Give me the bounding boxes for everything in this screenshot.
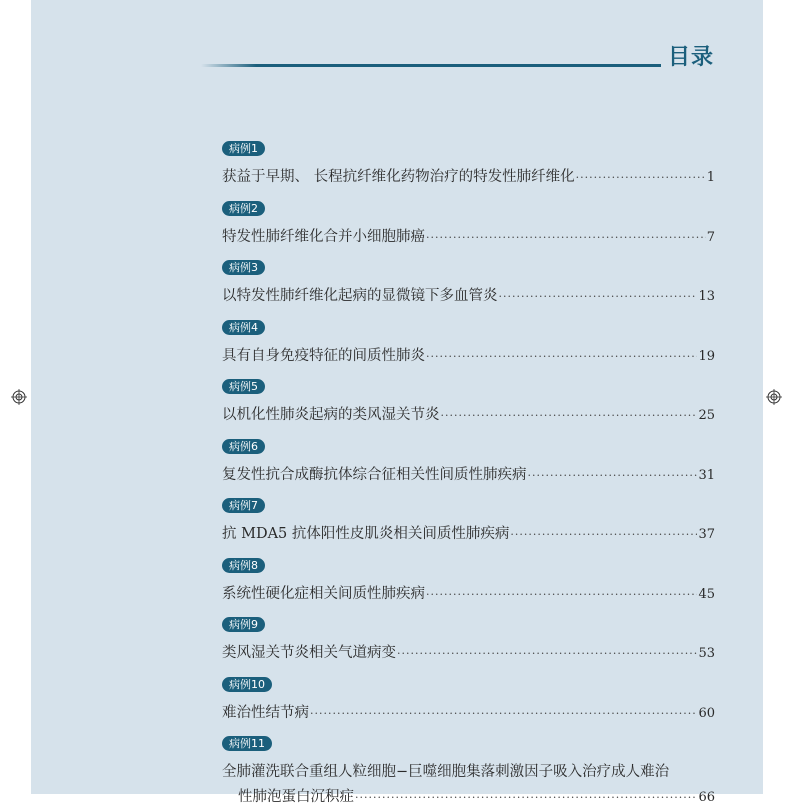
registration-mark-icon [11,389,27,405]
toc-entry-3[interactable] [222,256,715,316]
leader-dots [397,647,697,660]
toc-entry-1[interactable] [222,137,715,197]
entry-title: 复发性抗合成酶抗体综合征相关性间质性肺疾病 [222,466,527,483]
case-badge: 病例4 [222,320,265,335]
entry-title: 具有自身免疫特征的间质性肺炎 [222,347,425,364]
case-badge: 病例9 [222,617,265,632]
toc-line [222,641,715,662]
leader-dots [426,350,697,363]
entry-title-line1: 全肺灌洗联合重组人粒细胞−巨噬细胞集落刺激因子吸入治疗成人难治 [222,764,670,780]
leader-dots [426,231,706,244]
page-number: 7 [706,229,715,245]
header-rule [201,64,661,67]
toc-line [222,760,715,781]
entry-title: 以特发性肺纤维化起病的显微镜下多血管炎 [222,288,498,304]
leader-dots [528,469,698,482]
entry-title: 抗 MDA5 抗体阳性皮肌炎相关间质性肺疾病 [222,526,510,542]
page-number: 31 [698,467,715,483]
toc-entry-4[interactable] [222,316,715,376]
toc-line [222,582,715,603]
entry-title: 以机化性肺炎起病的类风湿关节炎 [222,407,440,423]
entry-title: 获益于早期、 长程抗纤维化药物治疗的特发性肺纤维化 [222,169,575,185]
page-number: 1 [706,170,715,185]
page-number: 60 [698,705,715,721]
leader-dots [441,409,698,422]
table-of-contents [222,137,715,805]
toc-entry-11[interactable] [222,732,715,805]
toc-entry-8[interactable] [222,554,715,614]
toc-line [222,463,715,484]
toc-entry-2[interactable] [222,197,715,257]
toc-entry-5[interactable] [222,375,715,435]
leader-dots [576,171,706,184]
page-number: 19 [698,348,715,364]
case-badge: 病例8 [222,558,265,573]
toc-line [222,522,715,543]
page-number: 37 [698,527,715,542]
book-page [31,0,763,805]
toc-line [222,225,715,246]
case-badge: 病例10 [222,677,272,692]
case-badge: 病例5 [222,379,265,394]
leader-dots [355,791,697,804]
case-badge: 病例1 [222,141,265,156]
toc-entry-10[interactable] [222,673,715,733]
toc-entry-7[interactable] [222,494,715,554]
leader-dots [310,707,697,720]
registration-mark-icon [766,389,782,405]
page-title: 目录 [668,45,715,70]
leader-dots [426,588,697,601]
toc-line [222,403,715,424]
case-badge: 病例7 [222,498,265,513]
entry-title: 难治性结节病 [222,704,309,721]
entry-title: 系统性硬化症相关间质性肺疾病 [222,585,425,602]
toc-line [222,284,715,305]
toc-line [222,344,715,365]
case-badge: 病例3 [222,260,265,275]
case-badge: 病例11 [222,736,272,751]
case-badge: 病例2 [222,201,265,216]
page-number: 13 [698,289,715,304]
page-number: 45 [698,586,715,602]
entry-title-line2: 性肺泡蛋白沉积症 [238,789,354,805]
page-number: 53 [698,646,715,661]
leader-dots [499,290,698,303]
toc-entry-9[interactable] [222,613,715,673]
case-badge: 病例6 [222,439,265,454]
entry-title: 特发性肺纤维化合并小细胞肺癌 [222,228,425,245]
toc-line [222,165,715,186]
page-number: 25 [698,408,715,423]
toc-line-continued [222,785,715,806]
toc-entry-6[interactable] [222,435,715,495]
leader-dots [510,528,697,541]
page-number: 66 [698,790,715,805]
toc-line [222,701,715,722]
entry-title: 类风湿关节炎相关气道病变 [222,645,396,661]
